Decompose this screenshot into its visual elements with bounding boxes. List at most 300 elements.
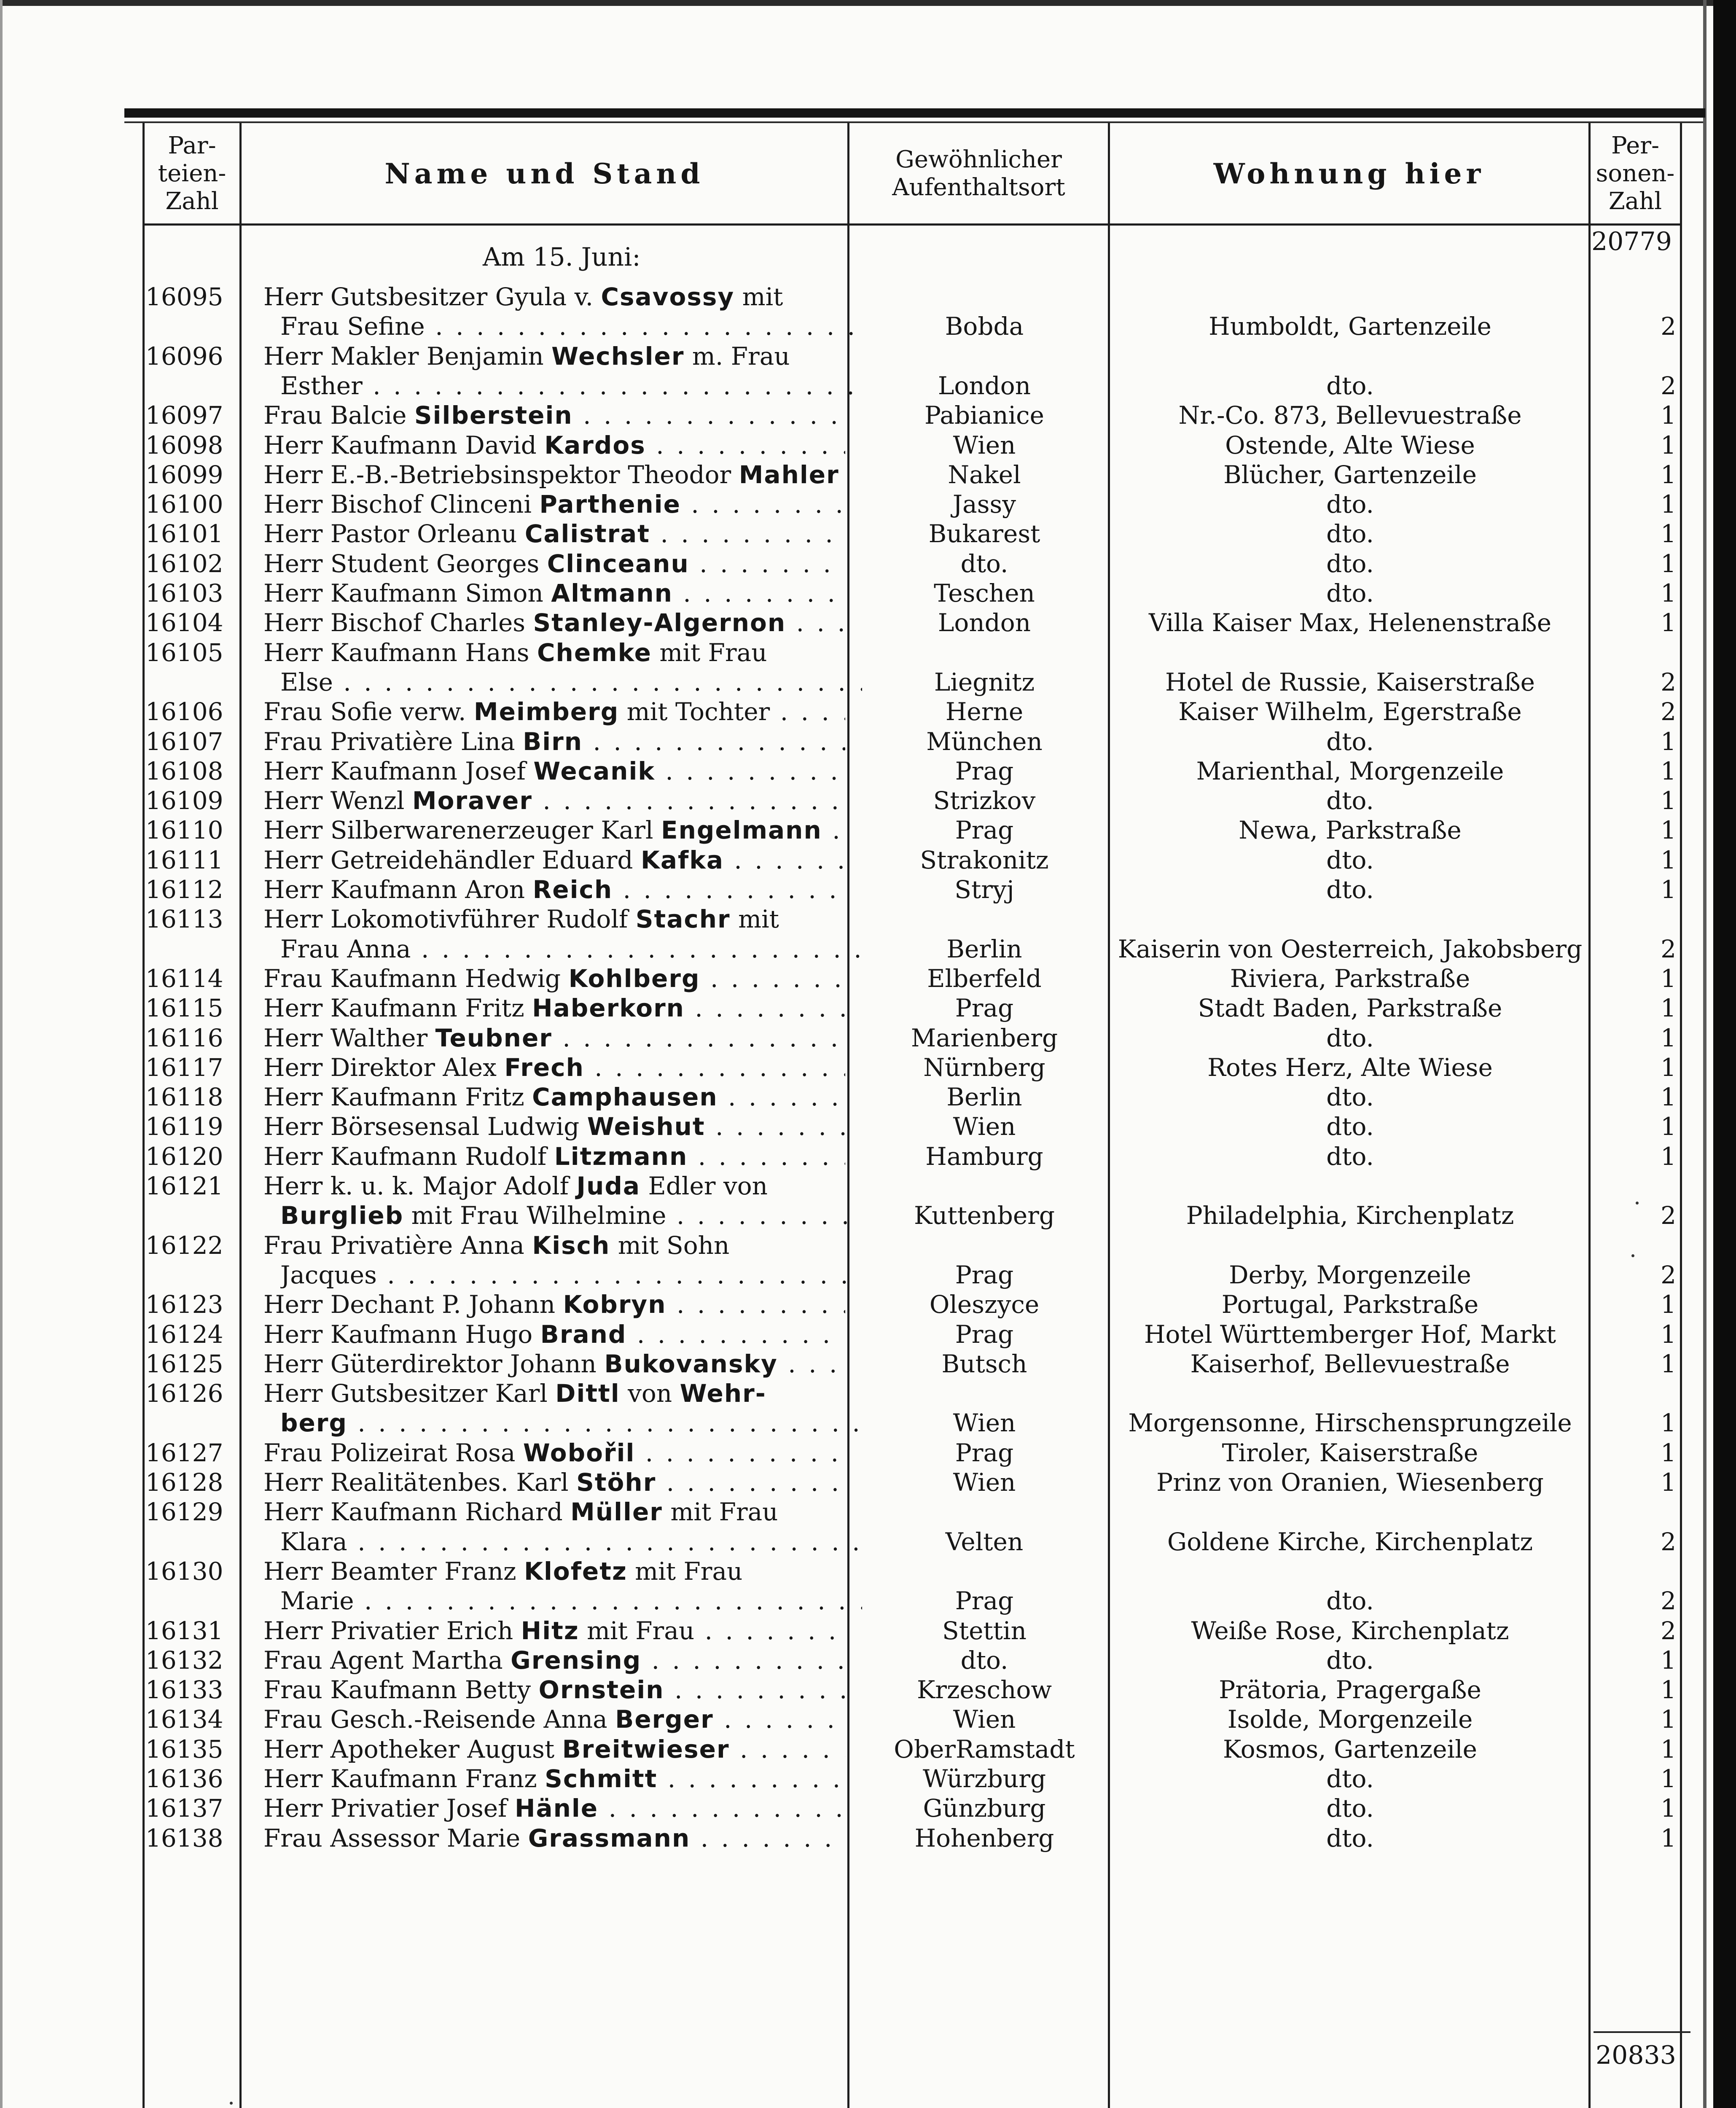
- parteien-number: 16103: [145, 579, 223, 608]
- wohnung-address: Morgensonne, Hirschensprungzeile: [1128, 1409, 1572, 1437]
- name-prefix: Herr Direktor Alex: [263, 1053, 505, 1082]
- name-und-stand: [263, 490, 845, 519]
- wohnung-address: Blücher, Gartenzeile: [1223, 460, 1477, 489]
- aufenthaltsort: Berlin: [946, 1083, 1022, 1111]
- personen-count: 1: [1661, 727, 1676, 756]
- parteien-number: 16136: [145, 1764, 223, 1793]
- name-prefix: Herr Realitätenbes. Karl: [263, 1468, 577, 1497]
- name-und-stand: [263, 846, 845, 874]
- surname: Bukovansky: [604, 1350, 778, 1378]
- table-row: [0, 312, 1686, 341]
- name-und-stand: [263, 1053, 845, 1082]
- table-row: [0, 1379, 1686, 1409]
- personen-count: 1: [1661, 1142, 1676, 1171]
- personen-count: 1: [1661, 608, 1676, 637]
- header-parteien-zahl: Par- teien- Zahl: [158, 132, 226, 215]
- surname: Camphausen: [532, 1083, 718, 1111]
- header-name-und-stand: Name und Stand: [384, 157, 704, 190]
- wohnung-address: dto.: [1326, 1824, 1374, 1853]
- name-suffix: mit Frau: [651, 638, 767, 667]
- parteien-number: 16128: [145, 1468, 223, 1497]
- surname: Klofetz: [524, 1557, 627, 1586]
- surname: Reich: [532, 875, 613, 904]
- aufenthaltsort: Marienberg: [911, 1024, 1058, 1052]
- parteien-number: 16096: [145, 342, 223, 371]
- personen-count: 1: [1661, 490, 1676, 519]
- table-row: [0, 1290, 1686, 1320]
- aufenthaltsort: Butsch: [941, 1350, 1027, 1378]
- aufenthaltsort: Krzeschow: [916, 1675, 1052, 1704]
- table-row: [0, 905, 1686, 934]
- aufenthaltsort: Wien: [953, 431, 1016, 460]
- aufenthaltsort: Wien: [953, 1468, 1016, 1497]
- aufenthaltsort: Prag: [955, 994, 1014, 1022]
- aufenthaltsort: Elberfeld: [927, 964, 1042, 993]
- surname: Kafka: [640, 846, 724, 874]
- scan-edge-right: [1713, 0, 1736, 2108]
- surname: Kobryn: [563, 1290, 666, 1319]
- name-suffix: mit: [734, 282, 783, 311]
- name-prefix: Herr Kaufmann Franz: [263, 1764, 545, 1793]
- surname: Wecanik: [533, 757, 655, 785]
- name-und-stand: [263, 549, 845, 578]
- table-row: [0, 1735, 1686, 1764]
- name-prefix: Frau Gesch.-Reisende Anna: [263, 1705, 615, 1734]
- name-prefix: Herr Dechant P. Johann: [263, 1290, 563, 1319]
- scan-edge-top: [0, 0, 1736, 6]
- personen-count: 2: [1661, 668, 1676, 696]
- name-und-stand: [263, 342, 845, 371]
- aufenthaltsort: Prag: [955, 1438, 1014, 1467]
- wohnung-address: dto.: [1326, 490, 1374, 519]
- parteien-number: 16111: [145, 846, 223, 874]
- table-row: [0, 431, 1686, 460]
- name-prefix: Herr Walther: [263, 1024, 435, 1052]
- aufenthaltsort: Berlin: [946, 935, 1022, 963]
- parteien-number: 16102: [145, 549, 223, 578]
- wohnung-address: Prätoria, Pragergaße: [1219, 1675, 1481, 1704]
- personen-count: 2: [1661, 1201, 1676, 1230]
- surname: Grensing: [511, 1646, 642, 1675]
- scan-speck: [1631, 1254, 1634, 1257]
- personen-count: 1: [1661, 786, 1676, 815]
- name-und-stand: [263, 282, 845, 311]
- name-und-stand: [263, 1083, 845, 1111]
- personen-count: 2: [1661, 935, 1676, 963]
- surname: Ornstein: [538, 1675, 664, 1704]
- personen-count: 1: [1661, 460, 1676, 489]
- aufenthaltsort: Jassy: [952, 490, 1016, 519]
- name-prefix: Herr k. u. k. Major Adolf: [263, 1172, 577, 1200]
- parteien-number: 16129: [145, 1498, 223, 1526]
- personen-count: 1: [1661, 1320, 1676, 1349]
- surname: Stanley-Algernon: [533, 608, 786, 637]
- personen-count: 1: [1661, 519, 1676, 548]
- surname: Kohlberg: [568, 964, 700, 993]
- wohnung-address: Ostende, Alte Wiese: [1225, 431, 1475, 460]
- aufenthaltsort: dto.: [960, 549, 1008, 578]
- wohnung-address: Kaiserin von Oesterreich, Jakobsberg: [1118, 935, 1583, 963]
- wohnung-address: Nr.-Co. 873, Bellevuestraße: [1178, 401, 1522, 430]
- aufenthaltsort: dto.: [960, 1646, 1008, 1675]
- parteien-number: 16121: [145, 1172, 223, 1200]
- aufenthaltsort: Prag: [955, 816, 1014, 844]
- parteien-number: 16105: [145, 638, 223, 667]
- table-row: [0, 1824, 1686, 1853]
- personen-count: 1: [1661, 1675, 1676, 1704]
- parteien-number: 16131: [145, 1616, 223, 1645]
- table-row: [0, 1498, 1686, 1527]
- surname: Silberstein: [414, 401, 573, 430]
- wohnung-address: Prinz von Oranien, Wiesenberg: [1156, 1468, 1544, 1497]
- table-row: [0, 490, 1686, 519]
- name-und-stand: [263, 1320, 845, 1349]
- name-und-stand: [263, 905, 845, 933]
- wohnung-address: Isolde, Morgenzeile: [1227, 1705, 1473, 1734]
- name-und-stand: [263, 1024, 845, 1052]
- name-continuation: [280, 371, 862, 400]
- parteien-number: 16133: [145, 1675, 223, 1704]
- name-und-stand: [263, 816, 845, 844]
- table-row: [0, 668, 1686, 697]
- wohnung-address: dto.: [1326, 1764, 1374, 1793]
- personen-count: 1: [1661, 1824, 1676, 1853]
- name-und-stand: [263, 697, 845, 726]
- wohnung-address: dto.: [1326, 727, 1374, 756]
- personen-count: 2: [1661, 697, 1676, 726]
- table-row: [0, 1142, 1686, 1172]
- aufenthaltsort: Prag: [955, 1320, 1014, 1349]
- aufenthaltsort: Herne: [945, 697, 1024, 726]
- aufenthaltsort: Oleszyce: [929, 1290, 1040, 1319]
- name-und-stand: [263, 994, 845, 1022]
- personen-count: 1: [1661, 994, 1676, 1022]
- name-und-stand: [263, 1438, 845, 1467]
- header-rule-heavy: [124, 108, 1705, 118]
- aufenthaltsort: Nakel: [948, 460, 1021, 489]
- aufenthaltsort: Bobda: [945, 312, 1024, 341]
- name-prefix: Herr Gutsbesitzer Gyula v.: [263, 282, 601, 311]
- personen-count: 2: [1661, 312, 1676, 341]
- aufenthaltsort: Hohenberg: [914, 1824, 1054, 1853]
- surname: Schmitt: [545, 1764, 658, 1793]
- header-personen-zahl: Per- sonen- Zahl: [1596, 132, 1675, 215]
- table-row: [0, 519, 1686, 549]
- personen-count: 1: [1661, 1468, 1676, 1497]
- name-continuation-text: Frau Anna: [280, 935, 411, 963]
- wohnung-address: Humboldt, Gartenzeile: [1209, 312, 1491, 341]
- parteien-number: 16115: [145, 994, 223, 1022]
- table-row: [0, 1468, 1686, 1498]
- surname: Engelmann: [661, 816, 822, 844]
- personen-count: 1: [1661, 1350, 1676, 1378]
- name-prefix: Frau Polizeirat Rosa: [263, 1438, 523, 1467]
- personen-count: 1: [1661, 1024, 1676, 1052]
- aufenthaltsort: Teschen: [934, 579, 1035, 608]
- aufenthaltsort: Kuttenberg: [914, 1201, 1055, 1230]
- name-prefix: Herr Bischof Charles: [263, 608, 533, 637]
- parteien-number: 16124: [145, 1320, 223, 1349]
- name-und-stand: [263, 401, 845, 430]
- name-und-stand: [263, 964, 845, 993]
- name-prefix: Herr Privatier Erich: [263, 1616, 521, 1645]
- table-row: [0, 1350, 1686, 1379]
- parteien-number: 16101: [145, 519, 223, 548]
- personen-count: 2: [1661, 1586, 1676, 1615]
- parteien-number: 16108: [145, 757, 223, 785]
- date-heading: Am 15. Juni:: [483, 242, 641, 272]
- parteien-number: 16114: [145, 964, 223, 993]
- personen-count: 2: [1661, 1261, 1676, 1289]
- parteien-number: 16118: [145, 1083, 223, 1111]
- aufenthaltsort: Velten: [945, 1527, 1024, 1556]
- name-suffix: Edler von: [640, 1172, 768, 1200]
- name-prefix: Frau Privatière Lina: [263, 727, 523, 756]
- surname: Breitwieser: [562, 1735, 730, 1764]
- personen-count: 1: [1661, 757, 1676, 785]
- name-und-stand: [263, 786, 845, 815]
- personen-count: 1: [1661, 846, 1676, 874]
- parteien-number: 16122: [145, 1231, 223, 1260]
- wohnung-address: dto.: [1326, 371, 1374, 400]
- wohnung-address: dto.: [1326, 786, 1374, 815]
- name-prefix: Frau Agent Martha: [263, 1646, 511, 1675]
- name-prefix: Herr Silberwarenerzeuger Karl: [263, 816, 661, 844]
- name-und-stand: [263, 519, 845, 548]
- surname: Wehr-: [680, 1379, 766, 1408]
- personen-count: 2: [1661, 1527, 1676, 1556]
- personen-count: 1: [1661, 1290, 1676, 1319]
- total-rule: [1594, 2031, 1690, 2033]
- surname: Weishut: [587, 1112, 705, 1141]
- name-suffix: von: [620, 1379, 680, 1408]
- name-prefix: Frau Kaufmann Hedwig: [263, 964, 569, 993]
- table-row: [0, 1024, 1686, 1053]
- surname: berg: [280, 1409, 347, 1437]
- personen-count: 1: [1661, 431, 1676, 460]
- name-suffix: mit Frau: [662, 1498, 778, 1526]
- name-continuation: [280, 1409, 862, 1437]
- wohnung-address: dto.: [1326, 549, 1374, 578]
- aufenthaltsort: Hamburg: [925, 1142, 1043, 1171]
- table-row: [0, 1675, 1686, 1705]
- table-row: [0, 1201, 1686, 1231]
- surname: Stachr: [635, 905, 731, 933]
- wohnung-address: Weiße Rose, Kirchenplatz: [1191, 1616, 1509, 1645]
- aufenthaltsort: Wien: [953, 1409, 1016, 1437]
- name-prefix: Herr Kaufmann Fritz: [263, 1083, 532, 1111]
- name-und-stand: [263, 1350, 845, 1378]
- table-row: [0, 1320, 1686, 1350]
- name-suffix: mit Frau: [627, 1557, 743, 1586]
- personen-count: 1: [1661, 401, 1676, 430]
- personen-count: 1: [1661, 1112, 1676, 1141]
- parteien-number: 16098: [145, 431, 223, 460]
- aufenthaltsort: Prag: [955, 757, 1014, 785]
- personen-count: 1: [1661, 549, 1676, 578]
- wohnung-address: Portugal, Parkstraße: [1221, 1290, 1479, 1319]
- name-prefix: Herr Kaufmann Rudolf: [263, 1142, 554, 1171]
- table-row: [0, 1764, 1686, 1794]
- name-suffix: mit: [730, 905, 779, 933]
- name-suffix: m. Frau: [684, 342, 790, 371]
- name-prefix: Herr Wenzl: [263, 786, 412, 815]
- aufenthaltsort: Günzburg: [923, 1794, 1046, 1823]
- aufenthaltsort: München: [926, 727, 1043, 756]
- personen-count: 1: [1661, 875, 1676, 904]
- name-continuation-text: Esther: [280, 371, 363, 400]
- name-suffix: mit Sohn: [610, 1231, 730, 1260]
- name-prefix: Herr Privatier Josef: [263, 1794, 515, 1823]
- parteien-number: 16130: [145, 1557, 223, 1586]
- table-row: [0, 282, 1686, 312]
- personen-count: 1: [1661, 816, 1676, 844]
- surname: Haberkorn: [532, 994, 685, 1022]
- surname: Mahler: [739, 460, 839, 489]
- table-row: [0, 1083, 1686, 1112]
- aufenthaltsort: Strizkov: [933, 786, 1036, 815]
- surname: Moraver: [412, 786, 532, 815]
- table-row: [0, 401, 1686, 430]
- table-row: [0, 1646, 1686, 1675]
- parteien-number: 16099: [145, 460, 223, 489]
- surname: Litzmann: [554, 1142, 688, 1171]
- parteien-number: 16120: [145, 1142, 223, 1171]
- parteien-number: 16097: [145, 401, 223, 430]
- name-und-stand: [263, 608, 845, 637]
- name-continuation-text: Else: [280, 668, 333, 696]
- wohnung-address: dto.: [1326, 846, 1374, 874]
- parteien-number: 16125: [145, 1350, 223, 1378]
- surname: Parthenie: [539, 490, 681, 519]
- table-row: [0, 608, 1686, 638]
- name-und-stand: [263, 1557, 845, 1586]
- name-continuation-text: Frau Sefine: [280, 312, 425, 341]
- wohnung-address: dto.: [1326, 1142, 1374, 1171]
- name-prefix: Herr Kaufmann David: [263, 431, 545, 460]
- wohnung-address: Rotes Herz, Alte Wiese: [1207, 1053, 1493, 1082]
- table-row: [0, 342, 1686, 371]
- wohnung-address: Derby, Morgenzeile: [1229, 1261, 1471, 1289]
- name-prefix: Herr Börsesensal Ludwig: [263, 1112, 587, 1141]
- name-und-stand: [263, 727, 845, 756]
- personen-count: 1: [1661, 1083, 1676, 1111]
- name-und-stand: [263, 1824, 845, 1853]
- name-suffix: mit Tochter: [619, 697, 770, 726]
- name-prefix: Frau Sofie verw.: [263, 697, 474, 726]
- aufenthaltsort: Wien: [953, 1705, 1016, 1734]
- personen-count: 1: [1661, 964, 1676, 993]
- wohnung-address: Philadelphia, Kirchenplatz: [1186, 1201, 1514, 1230]
- name-continuation: [280, 1586, 862, 1615]
- wohnung-address: Riviera, Parkstraße: [1230, 964, 1470, 993]
- name-und-stand: [263, 579, 845, 608]
- parteien-number: 16100: [145, 490, 223, 519]
- parteien-number: 16123: [145, 1290, 223, 1319]
- wohnung-address: dto.: [1326, 579, 1374, 608]
- surname: Chemke: [537, 638, 652, 667]
- table-row: [0, 786, 1686, 816]
- name-und-stand: [263, 1290, 845, 1319]
- parteien-number: 16110: [145, 816, 223, 844]
- personen-count: 1: [1661, 1794, 1676, 1823]
- name-und-stand: [263, 1379, 845, 1408]
- wohnung-address: Villa Kaiser Max, Helenenstraße: [1148, 608, 1552, 637]
- total-final: 20833: [1596, 2041, 1676, 2070]
- scan-speck: [230, 2102, 233, 2105]
- name-prefix: Frau Privatière Anna: [263, 1231, 532, 1260]
- surname: Burglieb: [280, 1201, 404, 1230]
- name-prefix: Herr Kaufmann Richard: [263, 1498, 571, 1526]
- surname: Hänle: [514, 1794, 599, 1823]
- personen-count: 1: [1661, 579, 1676, 608]
- table-row: [0, 964, 1686, 994]
- parteien-number: 16106: [145, 697, 223, 726]
- aufenthaltsort: Prag: [955, 1586, 1014, 1615]
- wohnung-address: dto.: [1326, 1083, 1374, 1111]
- surname: Kisch: [532, 1231, 610, 1260]
- name-prefix: Herr Bischof Clinceni: [263, 490, 540, 519]
- table-row: [0, 1586, 1686, 1616]
- surname: Stöhr: [576, 1468, 656, 1497]
- name-prefix: Herr Getreidehändler Eduard: [263, 846, 641, 874]
- name-und-stand: [263, 431, 845, 460]
- name-und-stand: [263, 638, 845, 667]
- name-continuation-text: Klara: [280, 1527, 347, 1556]
- aufenthaltsort: Würzburg: [922, 1764, 1046, 1793]
- aufenthaltsort: Stryj: [954, 875, 1014, 904]
- name-continuation: [280, 935, 862, 963]
- name-prefix: Herr Gutsbesitzer Karl: [263, 1379, 556, 1408]
- table-row: [0, 846, 1686, 875]
- name-prefix: Frau Balcie: [263, 401, 414, 430]
- surname: Grassmann: [528, 1824, 691, 1853]
- name-und-stand: [263, 1172, 845, 1200]
- wohnung-address: Hotel de Russie, Kaiserstraße: [1165, 668, 1535, 696]
- name-und-stand: [263, 1616, 845, 1645]
- parteien-number: 16132: [145, 1646, 223, 1675]
- name-und-stand: [263, 1675, 845, 1704]
- name-prefix: Herr Kaufmann Fritz: [263, 994, 532, 1022]
- wohnung-address: Marienthal, Morgenzeile: [1196, 757, 1504, 785]
- table-row: [0, 994, 1686, 1023]
- name-prefix: Herr Kaufmann Simon: [263, 579, 551, 608]
- name-und-stand: [263, 460, 845, 489]
- surname: Dittl: [555, 1379, 620, 1408]
- table-row: [0, 1172, 1686, 1201]
- surname: Brand: [540, 1320, 627, 1349]
- name-und-stand: [263, 1764, 845, 1793]
- name-continuation-text: Marie: [280, 1586, 354, 1615]
- name-prefix: Herr Kaufmann Hans: [263, 638, 537, 667]
- aufenthaltsort: Stettin: [942, 1616, 1027, 1645]
- name-prefix: Herr Beamter Franz: [263, 1557, 524, 1586]
- personen-count: 1: [1661, 1438, 1676, 1467]
- name-prefix: Herr Apotheker August: [263, 1735, 562, 1764]
- parteien-number: 16095: [145, 282, 223, 311]
- aufenthaltsort: Bukarest: [928, 519, 1040, 548]
- surname: Birn: [523, 727, 583, 756]
- wohnung-address: Newa, Parkstraße: [1239, 816, 1462, 844]
- table-row: [0, 549, 1686, 579]
- surname: Csavossy: [601, 282, 735, 311]
- personen-count: 1: [1661, 1705, 1676, 1734]
- name-und-stand: [263, 1735, 845, 1764]
- aufenthaltsort: Prag: [955, 1261, 1014, 1289]
- surname: Calistrat: [524, 519, 650, 548]
- name-continuation-text: mit Frau Wilhelmine: [403, 1201, 666, 1230]
- wohnung-address: Kosmos, Gartenzeile: [1223, 1735, 1477, 1764]
